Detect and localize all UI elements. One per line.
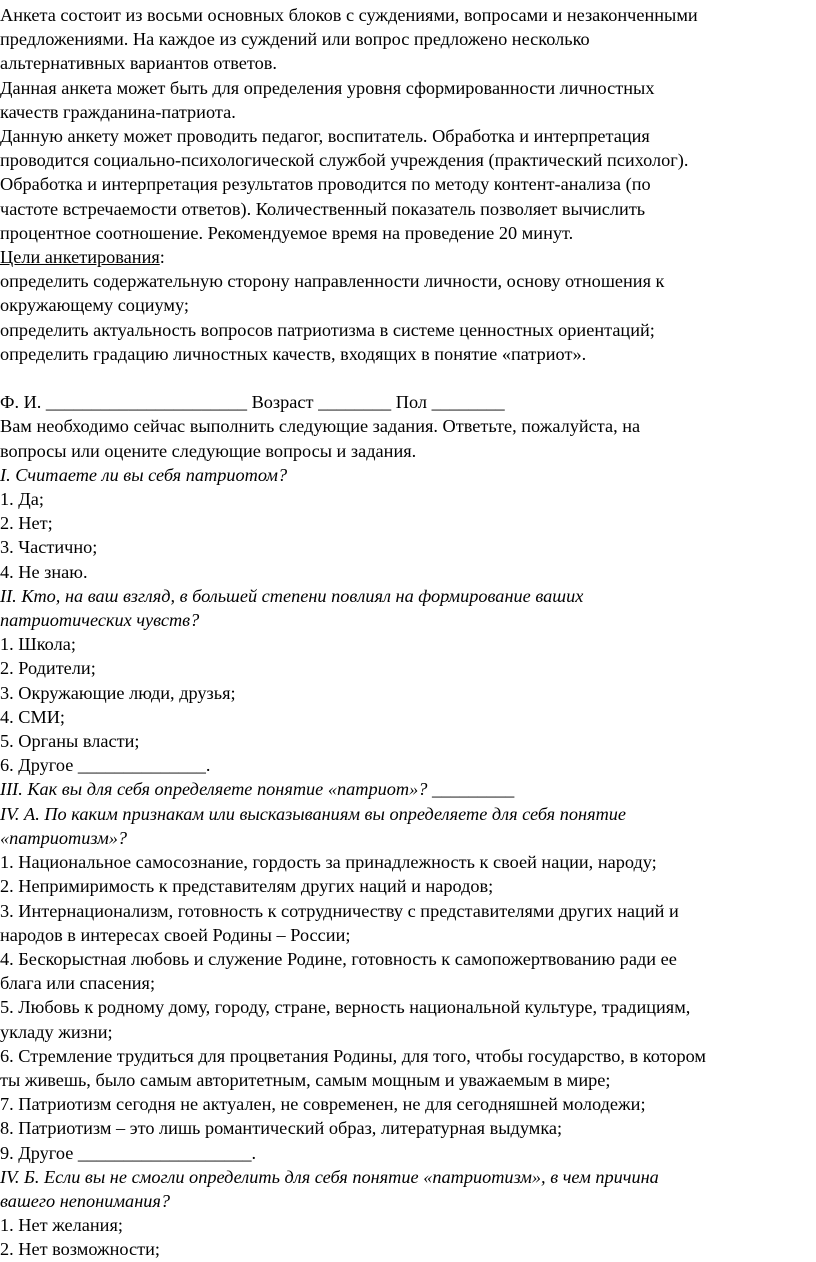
intro-line: Данная анкета может быть для определения уровня сформированности личностных [0,77,655,98]
question-2 [0,584,816,778]
intro-line: Данную анкету может проводить педагог, воспитатель. Обработка и интерпретация [0,126,650,147]
goals-heading: Цели анкетирования [0,247,160,268]
answer-option: ты живешь, было самым авторитетным, самым мощным и уважаемым в мире; [0,1069,611,1090]
intro-line: качеств гражданина-патриота. [0,101,236,122]
goal-item: определить актуальность вопросов патриотизма в системе ценностных ориентаций; [0,319,655,340]
intro-line: Анкета состоит из восьми основных блоков с суждениями, вопросами и незаконченными [0,5,698,25]
instructions-line: вопросы или оцените следующие вопросы и задания. [0,440,417,461]
answer-option: 7. Патриотизм сегодня не актуален, не современен, не для сегодняшней молодежи; [0,1094,646,1115]
goals-section [0,245,816,366]
answer-option: 2. Непримиримость к представителям других наций и народов; [0,876,494,897]
question-text: вашего непонимания? [0,1190,171,1211]
answer-option: 5. Любовь к родному дому, городу, стране, верность национальной культуре, традициям, [0,997,691,1018]
answer-blank: _________ [427,779,515,800]
goal-item: определить градацию личностных качеств, входящих в понятие «патриот». [0,343,587,364]
question-4a [0,802,816,1165]
question-text: I. Считаете ли вы себя патриотом? [0,464,288,485]
answer-option: 6. Другое ______________. [0,755,211,776]
answer-option: 2. Нет; [0,513,53,534]
form-section [0,390,816,463]
question-text: «патриотизм»? [0,827,128,848]
answer-option: 5. Органы власти; [0,731,140,752]
goals-heading-colon: : [159,247,165,268]
answer-option: 6. Стремление трудиться для процветания Родины, для того, чтобы государство, в котором [0,1045,706,1066]
goals-heading-line [0,245,816,269]
spacer [0,366,816,390]
instructions-line: Вам необходимо сейчас выполнить следующие задания. Ответьте, пожалуйста, на [0,416,641,437]
respondent-fields: Ф. И. ______________________ Возраст ________ Пол ________ [0,392,505,413]
answer-option: 3. Частично; [0,537,98,558]
answer-option: 4. Бескорыстная любовь и служение Родине, готовность к самопожертвованию ради ее [0,948,677,969]
question-text: IV. Б. Если вы не смогли определить для себя понятие «патриотизм», в чем причина [0,1166,659,1187]
answer-option: 1. Да; [0,489,44,510]
intro-line: частоте встречаемости ответов). Количественный показатель позволяет вычислить [0,198,646,219]
question-1 [0,463,816,584]
intro-line: процентное соотношение. Рекомендуемое время на проведение 20 минут. [0,222,574,243]
intro-line: предложениями. На каждое из суждений или вопрос предложено несколько [0,29,590,50]
answer-option: народов в интересах своей Родины – России; [0,924,351,945]
question-line [0,777,816,801]
question-3 [0,777,816,801]
answer-option: 3. Окружающие люди, друзья; [0,682,236,703]
answer-option: 4. СМИ; [0,706,66,727]
intro-line: проводится социально-психологической службой учреждения (практический психолог). [0,150,689,171]
answer-option: 2. Родители; [0,658,96,679]
answer-option: 1. Школа; [0,634,76,655]
question-text: IV. А. По каким признакам или высказываниям вы определяете для себя понятие [0,803,627,824]
intro-line: Обработка и интерпретация результатов проводится по методу контент-анализа (по [0,174,651,195]
intro-section [0,3,816,245]
question-text: III. Как вы для себя определяете понятие «патриот»? [0,779,428,800]
intro-line: альтернативных вариантов ответов. [0,53,277,74]
answer-option: 1. Национальное самосознание, гордость за принадлежность к своей нации, народу; [0,852,657,873]
answer-option: 9. Другое ___________________. [0,1142,257,1163]
goal-item: окружающему социуму; [0,295,189,316]
answer-option: блага или спасения; [0,973,156,994]
answer-option: 3. Интернационализм, готовность к сотрудничеству с представителями других наций и [0,900,679,921]
question-4b [0,1165,816,1262]
answer-option: 1. Нет желания; [0,1215,123,1236]
goal-item: определить содержательную сторону направленности личности, основу отношения к [0,271,665,292]
answer-option: 8. Патриотизм – это лишь романтический образ, литературная выдумка; [0,1118,563,1139]
question-text: патриотических чувств? [0,610,200,631]
question-text: II. Кто, на ваш взгляд, в большей степени повлиял на формирование ваших [0,585,584,606]
answer-option: укладу жизни; [0,1021,113,1042]
answer-option: 2. Нет возможности; [0,1239,160,1260]
answer-option: 4. Не знаю. [0,561,88,582]
